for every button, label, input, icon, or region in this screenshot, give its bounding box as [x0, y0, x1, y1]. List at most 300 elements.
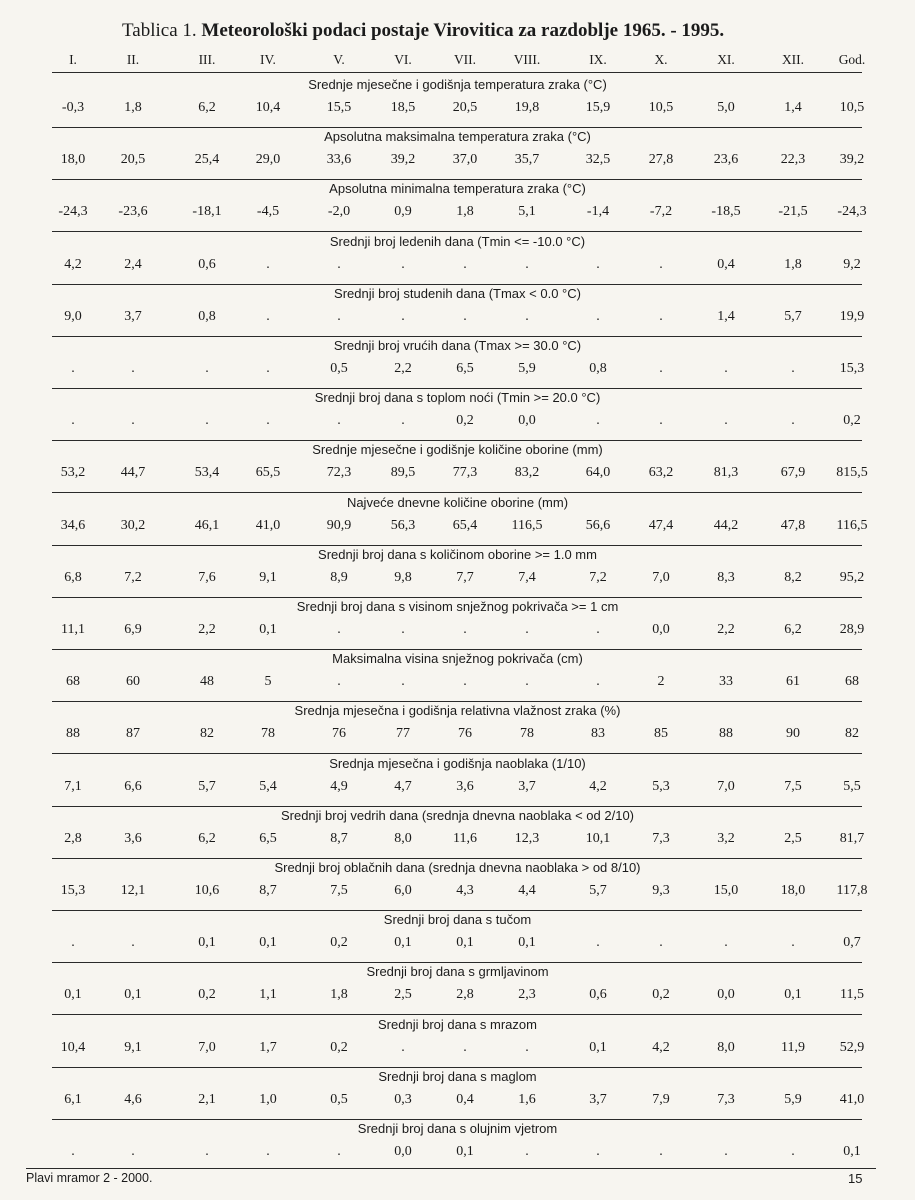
- value-row: [0, 309, 915, 329]
- table-cell: 3,7: [518, 778, 536, 794]
- table-cell: .: [266, 413, 270, 429]
- table-cell: .: [463, 1039, 467, 1055]
- table-cell: 10,5: [839, 100, 865, 115]
- table-cell: 6,8: [64, 569, 82, 585]
- column-header: III.: [198, 52, 216, 67]
- table-cell: .: [596, 674, 600, 690]
- table-cell: 0,4: [456, 1091, 474, 1107]
- table-cell: .: [463, 674, 467, 690]
- table-section: [0, 1068, 915, 1120]
- table-cell: 0,1: [784, 987, 802, 1003]
- table-cell: -18,1: [192, 204, 222, 220]
- table-cell: .: [791, 361, 795, 376]
- table-cell: .: [401, 413, 405, 429]
- table-cell: 11,6: [453, 830, 477, 846]
- table-cell: 83,2: [514, 465, 540, 481]
- table-cell: 89,5: [390, 465, 416, 481]
- table-section: [0, 76, 915, 128]
- table-cell: .: [337, 622, 341, 637]
- table-cell: .: [463, 622, 467, 637]
- table-cell: 78: [520, 726, 534, 742]
- table-cell: 2,2: [717, 622, 735, 637]
- table-cell: .: [724, 1144, 728, 1159]
- table-cell: .: [659, 935, 663, 951]
- table-cell: 3,6: [124, 830, 142, 846]
- table-cell: 0,1: [259, 622, 277, 637]
- table-cell: 8,9: [330, 569, 348, 585]
- table-cell: 6,6: [124, 778, 142, 794]
- table-cell: 3,7: [589, 1091, 607, 1107]
- table-cell: 82: [200, 726, 214, 742]
- table-cell: 2,5: [784, 830, 802, 846]
- table-section: [0, 755, 915, 807]
- table-cell: .: [525, 256, 529, 272]
- table-cell: 33: [719, 674, 733, 690]
- table-cell: 18,0: [780, 883, 806, 898]
- table-cell: 5,9: [784, 1091, 802, 1107]
- table-cell: 27,8: [648, 152, 674, 168]
- table-cell: 0,3: [394, 1091, 412, 1107]
- table-cell: 34,6: [60, 517, 86, 533]
- table-section: [0, 180, 915, 232]
- section-caption: Srednji broj dana s maglom: [378, 1068, 537, 1084]
- table-cell: 0,1: [198, 935, 216, 951]
- table-cell: 0,8: [589, 361, 607, 376]
- value-row: [0, 413, 915, 433]
- table-cell: 0,2: [330, 1039, 348, 1055]
- section-caption: Srednja mjesečna i godišnja naoblaka (1/10): [329, 755, 586, 771]
- table-cell: 2,1: [198, 1091, 216, 1107]
- month-header-row: [0, 52, 915, 70]
- section-caption: Maksimalna visina snježnog pokrivača (cm): [332, 651, 583, 667]
- value-row: [0, 987, 915, 1007]
- table-section: [0, 598, 915, 650]
- table-cell: 15,3: [60, 883, 86, 898]
- table-cell: 9,1: [259, 569, 277, 585]
- table-cell: 4,6: [124, 1091, 142, 1107]
- table-cell: 7,0: [717, 778, 735, 794]
- table-cell: 815,5: [836, 465, 868, 481]
- table-cell: 5: [264, 674, 272, 690]
- section-caption: Srednji broj dana s grmljavinom: [366, 964, 549, 980]
- table-cell: 2,8: [456, 987, 474, 1003]
- table-cell: 7,4: [518, 569, 536, 585]
- table-cell: 2: [657, 674, 665, 690]
- table-cell: 1,4: [784, 100, 802, 115]
- table-cell: 67,9: [780, 465, 806, 481]
- column-header: VI.: [394, 52, 412, 67]
- table-cell: .: [266, 1144, 270, 1159]
- table-cell: .: [596, 256, 600, 272]
- table-cell: 76: [458, 726, 472, 742]
- value-row: [0, 883, 915, 903]
- table-cell: 0,1: [589, 1039, 607, 1055]
- table-cell: .: [205, 361, 209, 376]
- table-cell: .: [337, 1144, 341, 1159]
- table-cell: 0,4: [717, 256, 735, 272]
- table-cell: 11,9: [781, 1039, 805, 1055]
- table-cell: 7,1: [64, 778, 82, 794]
- table-cell: 3,2: [717, 830, 735, 846]
- table-cell: .: [525, 622, 529, 637]
- table-cell: 2,8: [64, 830, 82, 846]
- table-cell: 53,2: [60, 465, 86, 481]
- table-section: [0, 859, 915, 911]
- table-cell: 88: [719, 726, 733, 742]
- table-cell: 6,2: [198, 830, 216, 846]
- table-cell: 117,8: [836, 883, 868, 898]
- table-cell: 10,4: [255, 100, 281, 115]
- section-caption: Srednji broj studenih dana (Tmax < 0.0 °C): [334, 285, 581, 301]
- table-cell: .: [337, 413, 341, 429]
- section-caption: Srednji broj dana s toplom noći (Tmin >= 20.0 °C): [314, 390, 601, 406]
- table-section: [0, 650, 915, 702]
- table-cell: .: [131, 361, 135, 376]
- table-cell: 2,3: [518, 987, 536, 1003]
- table-cell: .: [525, 674, 529, 690]
- column-header: VIII.: [513, 52, 541, 67]
- column-header: X.: [654, 52, 668, 67]
- value-row: [0, 570, 915, 590]
- section-caption: Apsolutna maksimalna temperatura zraka (°C): [324, 129, 591, 145]
- table-cell: 1,0: [259, 1091, 277, 1107]
- section-caption: Srednji broj vedrih dana (srednja dnevna naoblaka < od 2/10): [280, 807, 635, 823]
- table-cell: 82: [845, 726, 859, 742]
- section-caption: Srednji broj dana s olujnim vjetrom: [357, 1121, 558, 1136]
- table-cell: 15,3: [839, 361, 865, 376]
- table-cell: 41,0: [255, 517, 281, 533]
- table-cell: 6,5: [259, 830, 277, 846]
- table-cell: 90: [786, 726, 800, 742]
- section-caption: Srednja mjesečna i godišnja relativna vlažnost zraka (%): [294, 703, 621, 719]
- table-cell: 52,9: [839, 1039, 865, 1055]
- table-cell: 0,1: [843, 1144, 861, 1159]
- table-cell: 0,0: [394, 1144, 412, 1159]
- table-cell: 4,7: [394, 778, 412, 794]
- column-header: VII.: [453, 52, 477, 67]
- table-cell: 8,2: [784, 569, 802, 585]
- table-cell: 65,4: [452, 517, 478, 533]
- value-row: [0, 726, 915, 746]
- table-cell: 63,2: [648, 465, 674, 481]
- table-cell: 77: [396, 726, 410, 742]
- table-cell: .: [71, 935, 75, 951]
- table-cell: 20,5: [120, 152, 146, 168]
- table-cell: 4,2: [652, 1039, 670, 1055]
- table-cell: .: [266, 361, 270, 376]
- table-cell: 8,3: [717, 569, 735, 585]
- table-cell: -4,5: [256, 204, 280, 220]
- table-cell: .: [401, 622, 405, 637]
- table-cell: 48: [200, 674, 214, 690]
- table-cell: .: [659, 308, 663, 324]
- table-cell: 39,2: [839, 152, 865, 168]
- table-cell: .: [596, 622, 600, 637]
- table-cell: 83: [591, 726, 605, 742]
- table-cell: 4,9: [330, 778, 348, 794]
- table-cell: 7,6: [198, 569, 216, 585]
- section-caption: Srednji broj ledenih dana (Tmin <= -10.0 °C): [329, 233, 586, 249]
- table-cell: .: [791, 935, 795, 951]
- table-cell: 5,4: [259, 778, 277, 794]
- table-cell: .: [596, 308, 600, 324]
- table-cell: 4,2: [64, 256, 82, 272]
- table-cell: 0,1: [518, 935, 536, 951]
- value-row: [0, 674, 915, 694]
- table-cell: 0,1: [124, 987, 142, 1003]
- table-cell: 116,5: [836, 517, 868, 533]
- value-row: [0, 779, 915, 799]
- table-cell: .: [266, 256, 270, 272]
- table-cell: 9,3: [652, 883, 670, 898]
- table-cell: 44,2: [713, 517, 739, 533]
- table-cell: -0,3: [61, 100, 85, 115]
- table-section: [0, 389, 915, 441]
- table-cell: 18,0: [60, 152, 86, 168]
- table-cell: 7,0: [652, 569, 670, 585]
- table-cell: 6,9: [124, 622, 142, 637]
- table-section: [0, 1120, 915, 1172]
- table-cell: 0,2: [652, 987, 670, 1003]
- table-cell: .: [791, 413, 795, 429]
- table-cell: 12,1: [120, 883, 146, 898]
- table-cell: 11,1: [61, 622, 85, 637]
- header-rule: [52, 72, 862, 73]
- table-cell: 7,7: [456, 569, 474, 585]
- table-cell: .: [131, 935, 135, 951]
- table-cell: 78: [261, 726, 275, 742]
- table-cell: .: [659, 361, 663, 376]
- table-cell: 81,3: [713, 465, 739, 481]
- table-cell: 8,0: [394, 830, 412, 846]
- table-cell: .: [724, 413, 728, 429]
- table-cell: 5,0: [717, 100, 735, 115]
- table-cell: 56,3: [390, 517, 416, 533]
- table-cell: 76: [332, 726, 346, 742]
- table-cell: 7,0: [198, 1039, 216, 1055]
- table-section: [0, 494, 915, 546]
- table-cell: .: [401, 256, 405, 272]
- table-cell: 7,9: [652, 1091, 670, 1107]
- section-caption: Najveće dnevne količine oborine (mm): [346, 494, 569, 510]
- table-cell: 0,7: [843, 935, 861, 951]
- table-cell: 5,5: [843, 778, 861, 794]
- value-row: [0, 257, 915, 277]
- table-cell: 7,3: [652, 830, 670, 846]
- value-row: [0, 518, 915, 538]
- table-cell: 5,1: [518, 204, 536, 220]
- value-row: [0, 1144, 915, 1164]
- table-cell: 0,0: [518, 413, 536, 429]
- section-caption: Srednje mjesečne i godišnja temperatura zraka (°C): [308, 77, 607, 92]
- table-cell: .: [596, 413, 600, 429]
- table-number: Tablica 1.: [122, 20, 197, 41]
- table-cell: 29,0: [255, 152, 281, 168]
- table-cell: 10,6: [194, 883, 220, 898]
- table-cell: 7,3: [717, 1091, 735, 1107]
- page-number: 15: [848, 1171, 863, 1186]
- table-cell: 20,5: [452, 100, 478, 115]
- column-header: II.: [126, 52, 140, 67]
- table-cell: .: [205, 1144, 209, 1159]
- table-cell: 87: [126, 726, 140, 742]
- table-cell: 90,9: [326, 517, 352, 533]
- table-cell: .: [596, 935, 600, 951]
- table-cell: 0,2: [198, 987, 216, 1003]
- table-cell: 2,4: [124, 256, 142, 272]
- table-cell: 15,9: [585, 100, 611, 115]
- column-header: V.: [333, 52, 345, 67]
- table-cell: .: [205, 413, 209, 429]
- table-cell: .: [71, 1144, 75, 1159]
- table-cell: 10,4: [60, 1039, 86, 1055]
- table-cell: 37,0: [452, 152, 478, 168]
- table-cell: -24,3: [58, 204, 88, 220]
- table-cell: 0,1: [456, 935, 474, 951]
- value-row: [0, 100, 915, 120]
- table-cell: .: [791, 1144, 795, 1159]
- table-cell: .: [525, 1144, 529, 1159]
- table-cell: -24,3: [837, 204, 867, 220]
- table-section: [0, 128, 915, 180]
- table-cell: 30,2: [120, 517, 146, 533]
- table-cell: 1,7: [259, 1039, 277, 1055]
- table-cell: 3,6: [456, 778, 474, 794]
- table-cell: .: [71, 413, 75, 429]
- table-cell: 5,7: [198, 778, 216, 794]
- table-cell: .: [525, 308, 529, 324]
- table-cell: .: [596, 1144, 600, 1159]
- table-cell: 5,7: [784, 308, 802, 324]
- table-cell: 9,1: [124, 1039, 142, 1055]
- table-cell: 68: [66, 674, 80, 690]
- table-cell: 10,1: [585, 830, 611, 846]
- table-cell: 0,1: [456, 1144, 474, 1159]
- table-cell: 47,4: [648, 517, 674, 533]
- table-cell: 53,4: [194, 465, 220, 481]
- table-cell: 0,8: [198, 308, 216, 324]
- table-cell: -7,2: [649, 204, 673, 220]
- table-cell: 7,2: [589, 569, 607, 585]
- table-cell: 0,9: [394, 204, 412, 220]
- table-section: [0, 1016, 915, 1068]
- section-caption: Srednji broj dana s mrazom: [378, 1016, 537, 1032]
- footer-rule: [26, 1168, 876, 1169]
- table-cell: .: [131, 413, 135, 429]
- table-cell: 15,5: [326, 100, 352, 115]
- column-header: God.: [838, 52, 866, 67]
- table-cell: 35,7: [514, 152, 540, 168]
- table-cell: .: [401, 308, 405, 324]
- value-row: [0, 361, 915, 381]
- table-cell: .: [659, 256, 663, 272]
- table-cell: 116,5: [511, 517, 543, 533]
- table-cell: 46,1: [194, 517, 220, 533]
- table-title: [122, 20, 762, 42]
- table-cell: 18,5: [390, 100, 416, 115]
- value-row: [0, 152, 915, 172]
- table-section: [0, 807, 915, 859]
- table-section: [0, 911, 915, 963]
- section-caption: Srednji broj dana s visinom snježnog pokrivača >= 1 cm: [296, 599, 619, 614]
- table-cell: 7,5: [784, 778, 802, 794]
- table-cell: 15,0: [713, 883, 739, 898]
- table-cell: 33,6: [326, 152, 352, 168]
- section-caption: Apsolutna minimalna temperatura zraka (°C): [329, 181, 586, 197]
- table-cell: 1,6: [518, 1091, 536, 1107]
- table-cell: 6,2: [784, 622, 802, 637]
- table-cell: 64,0: [585, 465, 611, 481]
- section-caption: Srednji broj vrućih dana (Tmax >= 30.0 °C): [333, 338, 582, 353]
- table-cell: 1,8: [456, 204, 474, 220]
- value-row: [0, 465, 915, 485]
- table-cell: 1,8: [330, 987, 348, 1003]
- table-section: [0, 702, 915, 754]
- table-cell: 0,2: [456, 413, 474, 429]
- table-section: [0, 337, 915, 389]
- table-cell: .: [724, 361, 728, 376]
- table-cell: 5,7: [589, 883, 607, 898]
- table-cell: 72,3: [326, 465, 352, 481]
- table-cell: -18,5: [711, 204, 741, 220]
- table-cell: 5,9: [518, 361, 536, 376]
- table-cell: 0,6: [589, 987, 607, 1003]
- table-cell: 1,8: [784, 256, 802, 272]
- table-cell: 0,0: [717, 987, 735, 1003]
- table-cell: 0,1: [64, 987, 82, 1003]
- table-cell: 9,2: [843, 256, 861, 272]
- column-header: XI.: [717, 52, 735, 67]
- table-cell: 0,1: [394, 935, 412, 951]
- column-header: XII.: [781, 52, 805, 67]
- table-cell: 25,4: [194, 152, 220, 168]
- table-cell: 0,0: [652, 622, 670, 637]
- table-cell: 2,5: [394, 987, 412, 1003]
- table-cell: 56,6: [585, 517, 611, 533]
- table-cell: .: [401, 674, 405, 690]
- table-cell: 0,5: [330, 361, 348, 376]
- table-cell: 11,5: [840, 987, 864, 1003]
- table-cell: .: [659, 413, 663, 429]
- table-cell: -21,5: [778, 204, 808, 220]
- table-cell: 9,8: [394, 569, 412, 585]
- table-cell: 39,2: [390, 152, 416, 168]
- table-cell: .: [525, 1039, 529, 1055]
- table-cell: 68: [845, 674, 859, 690]
- table-section: [0, 963, 915, 1015]
- column-header: IV.: [260, 52, 276, 67]
- value-row: [0, 935, 915, 955]
- table-cell: 4,3: [456, 883, 474, 898]
- table-cell: 7,2: [124, 569, 142, 585]
- table-cell: 32,5: [585, 152, 611, 168]
- table-cell: 8,0: [717, 1039, 735, 1055]
- value-row: [0, 622, 915, 642]
- table-section: [0, 233, 915, 285]
- value-row: [0, 831, 915, 851]
- table-cell: 61: [786, 674, 800, 690]
- column-header: I.: [69, 52, 77, 67]
- section-caption: Srednje mjesečne i godišnje količine oborine (mm): [312, 442, 603, 458]
- table-cell: -2,0: [327, 204, 351, 220]
- table-cell: 1,1: [259, 987, 277, 1003]
- table-cell: 81,7: [839, 830, 865, 846]
- section-caption: Srednji broj dana s tučom: [383, 912, 532, 928]
- table-cell: 6,2: [198, 100, 216, 115]
- table-cell: 10,5: [648, 100, 674, 115]
- table-cell: 12,3: [514, 830, 540, 846]
- table-cell: 8,7: [330, 830, 348, 846]
